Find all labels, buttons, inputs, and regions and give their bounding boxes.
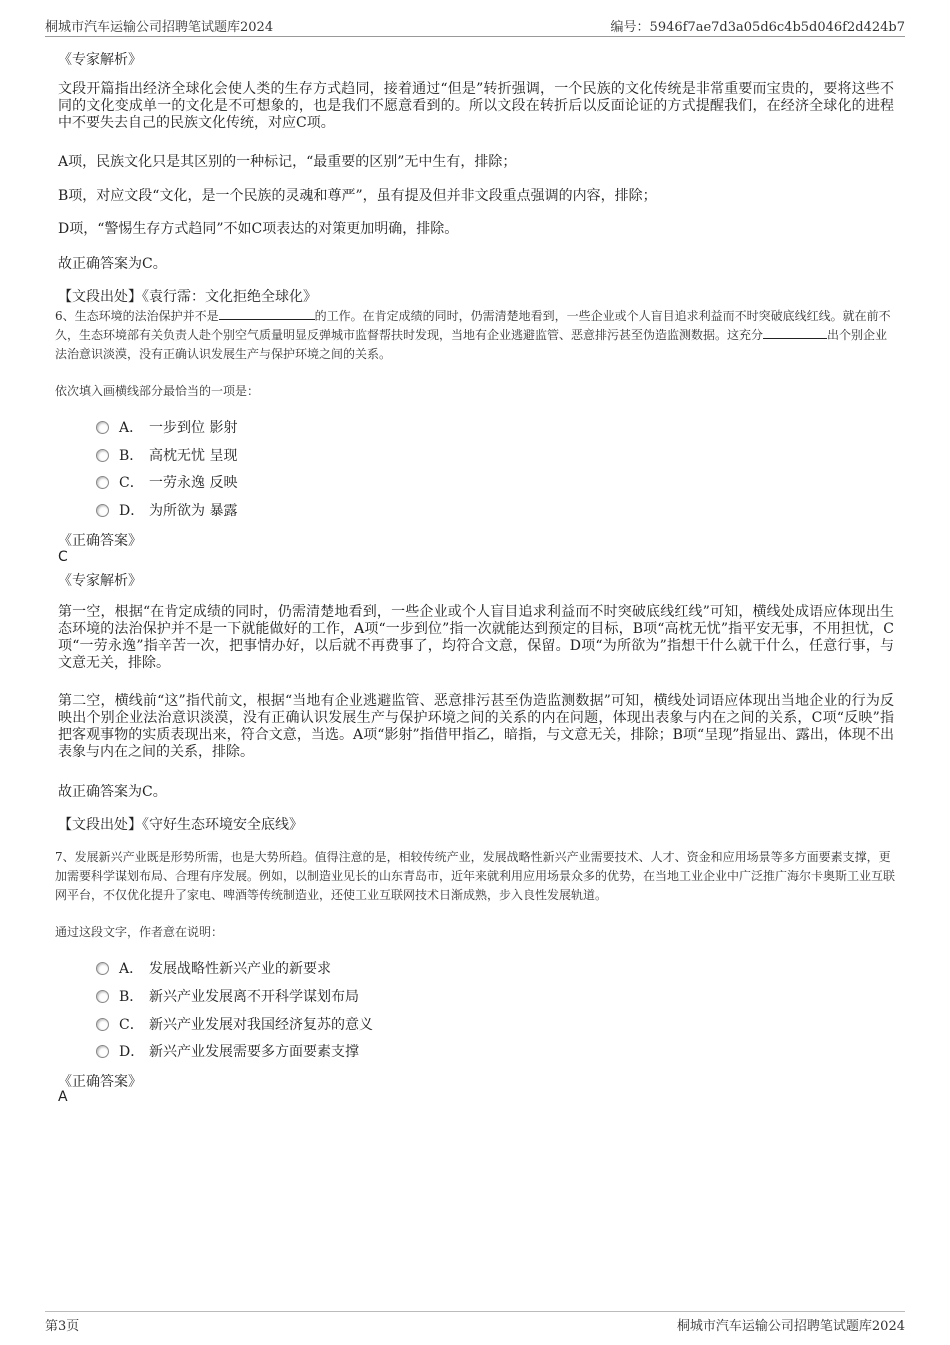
- option-b[interactable]: B． 新兴产业发展离不开科学谋划布局: [96, 986, 359, 1006]
- source-citation: 【文段出处】《袁行霈：文化拒绝全球化》: [58, 289, 317, 305]
- question-7-text: 7、发展新兴产业既是形势所需，也是大势所趋。值得注意的是，相较传统产业，发展战略性新兴产业需要技术、人才、资金和应用场景等多方面要素支撑，更加需要科学谋划布局、合理有序发展。例如，以制造业见长的山东青岛市，近年来就利用应用场景众多的优势，在当地工业企业中广泛推广海尔卡奥斯工业互联网平台，不仅优化提升了家电、啤酒等传统制造业，还使工业互联网技术日渐成熟，步入良性发展轨道。: [55, 850, 896, 902]
- option-d[interactable]: D． 为所欲为 暴露: [96, 500, 237, 520]
- answer-statement: 故正确答案为C。: [58, 256, 167, 272]
- radio-icon[interactable]: [96, 990, 109, 1003]
- radio-icon[interactable]: [96, 504, 109, 517]
- source-citation: 【文段出处】《守好生态环境安全底线》: [58, 817, 303, 833]
- option-c[interactable]: C． 一劳永逸 反映: [96, 472, 237, 492]
- header-title: 桐城市汽车运输公司招聘笔试题库2024: [45, 20, 274, 35]
- analysis-option-d: D项，“警惕生存方式趋同”不如C项表达的对策更加明确，排除。: [58, 221, 459, 237]
- expert-analysis-label: 《专家解析》: [58, 573, 142, 589]
- answer-statement: 故正确答案为C。: [58, 784, 167, 800]
- option-d[interactable]: D． 新兴产业发展需要多方面要素支撑: [96, 1041, 359, 1061]
- option-b[interactable]: B． 高枕无忧 呈现: [96, 445, 237, 465]
- correct-answer-value: C: [58, 549, 68, 565]
- page-footer: [45, 1311, 905, 1336]
- page-number: 第3页: [45, 1319, 80, 1334]
- radio-icon[interactable]: [96, 449, 109, 462]
- radio-icon[interactable]: [96, 1045, 109, 1058]
- analysis-paragraph-1: 第一空，根据“在肯定成绩的同时，仍需清楚地看到，一些企业或个人盲目追求利益而不时突破底线红线”可知，横线处成语应体现出生态环境的法治保护并不是一下就能做好的工作，A项“一步到位”指一次就能达到预定的目标，B项“高枕无忧”指平安无事，不用担忧，C项“一劳永逸”指辛苦一次，把事情办好，以后就不再费事了，均符合文意，保留。D项“为所欲为”指想干什么就干什么，任意行事，与文意无关，排除。: [58, 604, 894, 671]
- question-6-prompt: 依次填入画横线部分最恰当的一项是：: [55, 384, 260, 398]
- radio-icon[interactable]: [96, 1018, 109, 1031]
- analysis-option-a: A项，民族文化只是其区别的一种标记，“最重要的区别”无中生有，排除；: [58, 154, 517, 170]
- analysis-option-b: B项，对应文段“文化，是一个民族的灵魂和尊严”，虽有提及但并非文段重点强调的内容，排除；: [58, 188, 657, 204]
- analysis-paragraph: 文段开篇指出经济全球化会使人类的生存方式趋同，接着通过“但是”转折强调，一个民族的文化传统是非常重要而宝贵的，要将这些不同的文化变成单一的文化是不可想象的，也是我们不愿意看到的。所以文段在转折后以反面论证的方式提醒我们，在经济全球化的进程中不要失去自己的民族文化传统，对应C项。: [58, 81, 894, 131]
- fill-blank: [219, 307, 315, 320]
- radio-icon[interactable]: [96, 476, 109, 489]
- expert-analysis-label: 《专家解析》: [58, 52, 142, 68]
- analysis-paragraph-2: 第二空，横线前“这”指代前文，根据“当地有企业逃避监管、恶意排污甚至伪造监测数据”可知，横线处词语应体现出当地企业的行为反映出个别企业法治意识淡漠，没有正确认识发展生产与保护环境之间的关系的内在问题，体现出表象与内在之间的关系，C项“反映”指把客观事物的实质表现出来，符合文意，当选。A项“影射”指借甲指乙，暗指，与文意无关，排除；B项“呈现”指显出、露出，体现不出表象与内在之间的关系，排除。: [58, 693, 894, 760]
- correct-answer-value: A: [58, 1089, 68, 1105]
- footer-title: 桐城市汽车运输公司招聘笔试题库2024: [676, 1319, 905, 1334]
- option-c[interactable]: C． 新兴产业发展对我国经济复苏的意义: [96, 1014, 373, 1034]
- page-header: [45, 14, 905, 37]
- correct-answer-label: 《正确答案》: [58, 1074, 142, 1090]
- fill-blank: [763, 326, 827, 339]
- question-7-prompt: 通过这段文字，作者意在说明：: [55, 925, 224, 939]
- header-doc-id: 编号：5946f7ae7d3a05d6c4b5d046f2d424b7: [610, 20, 905, 35]
- radio-icon[interactable]: [96, 421, 109, 434]
- radio-icon[interactable]: [96, 962, 109, 975]
- option-a[interactable]: A． 一步到位 影射: [96, 417, 237, 437]
- question-6-text: 6、生态环境的法治保护并不是 的工作。在肯定成绩的同时，仍需清楚地看到，一些企业或个人盲目追求利益而不时突破底线红线。就在前不久，生态环境部有关负责人赴个别空气质量明显反弹城市监督帮扶时发现，当地有企业逃避监管、恶意排污甚至伪造监测数据。这充分 出个别企业法治意识淡漠，没有正确认识发展生产与保护环境之间的关系。: [55, 309, 891, 361]
- correct-answer-label: 《正确答案》: [58, 533, 142, 549]
- option-a[interactable]: A． 发展战略性新兴产业的新要求: [96, 958, 331, 978]
